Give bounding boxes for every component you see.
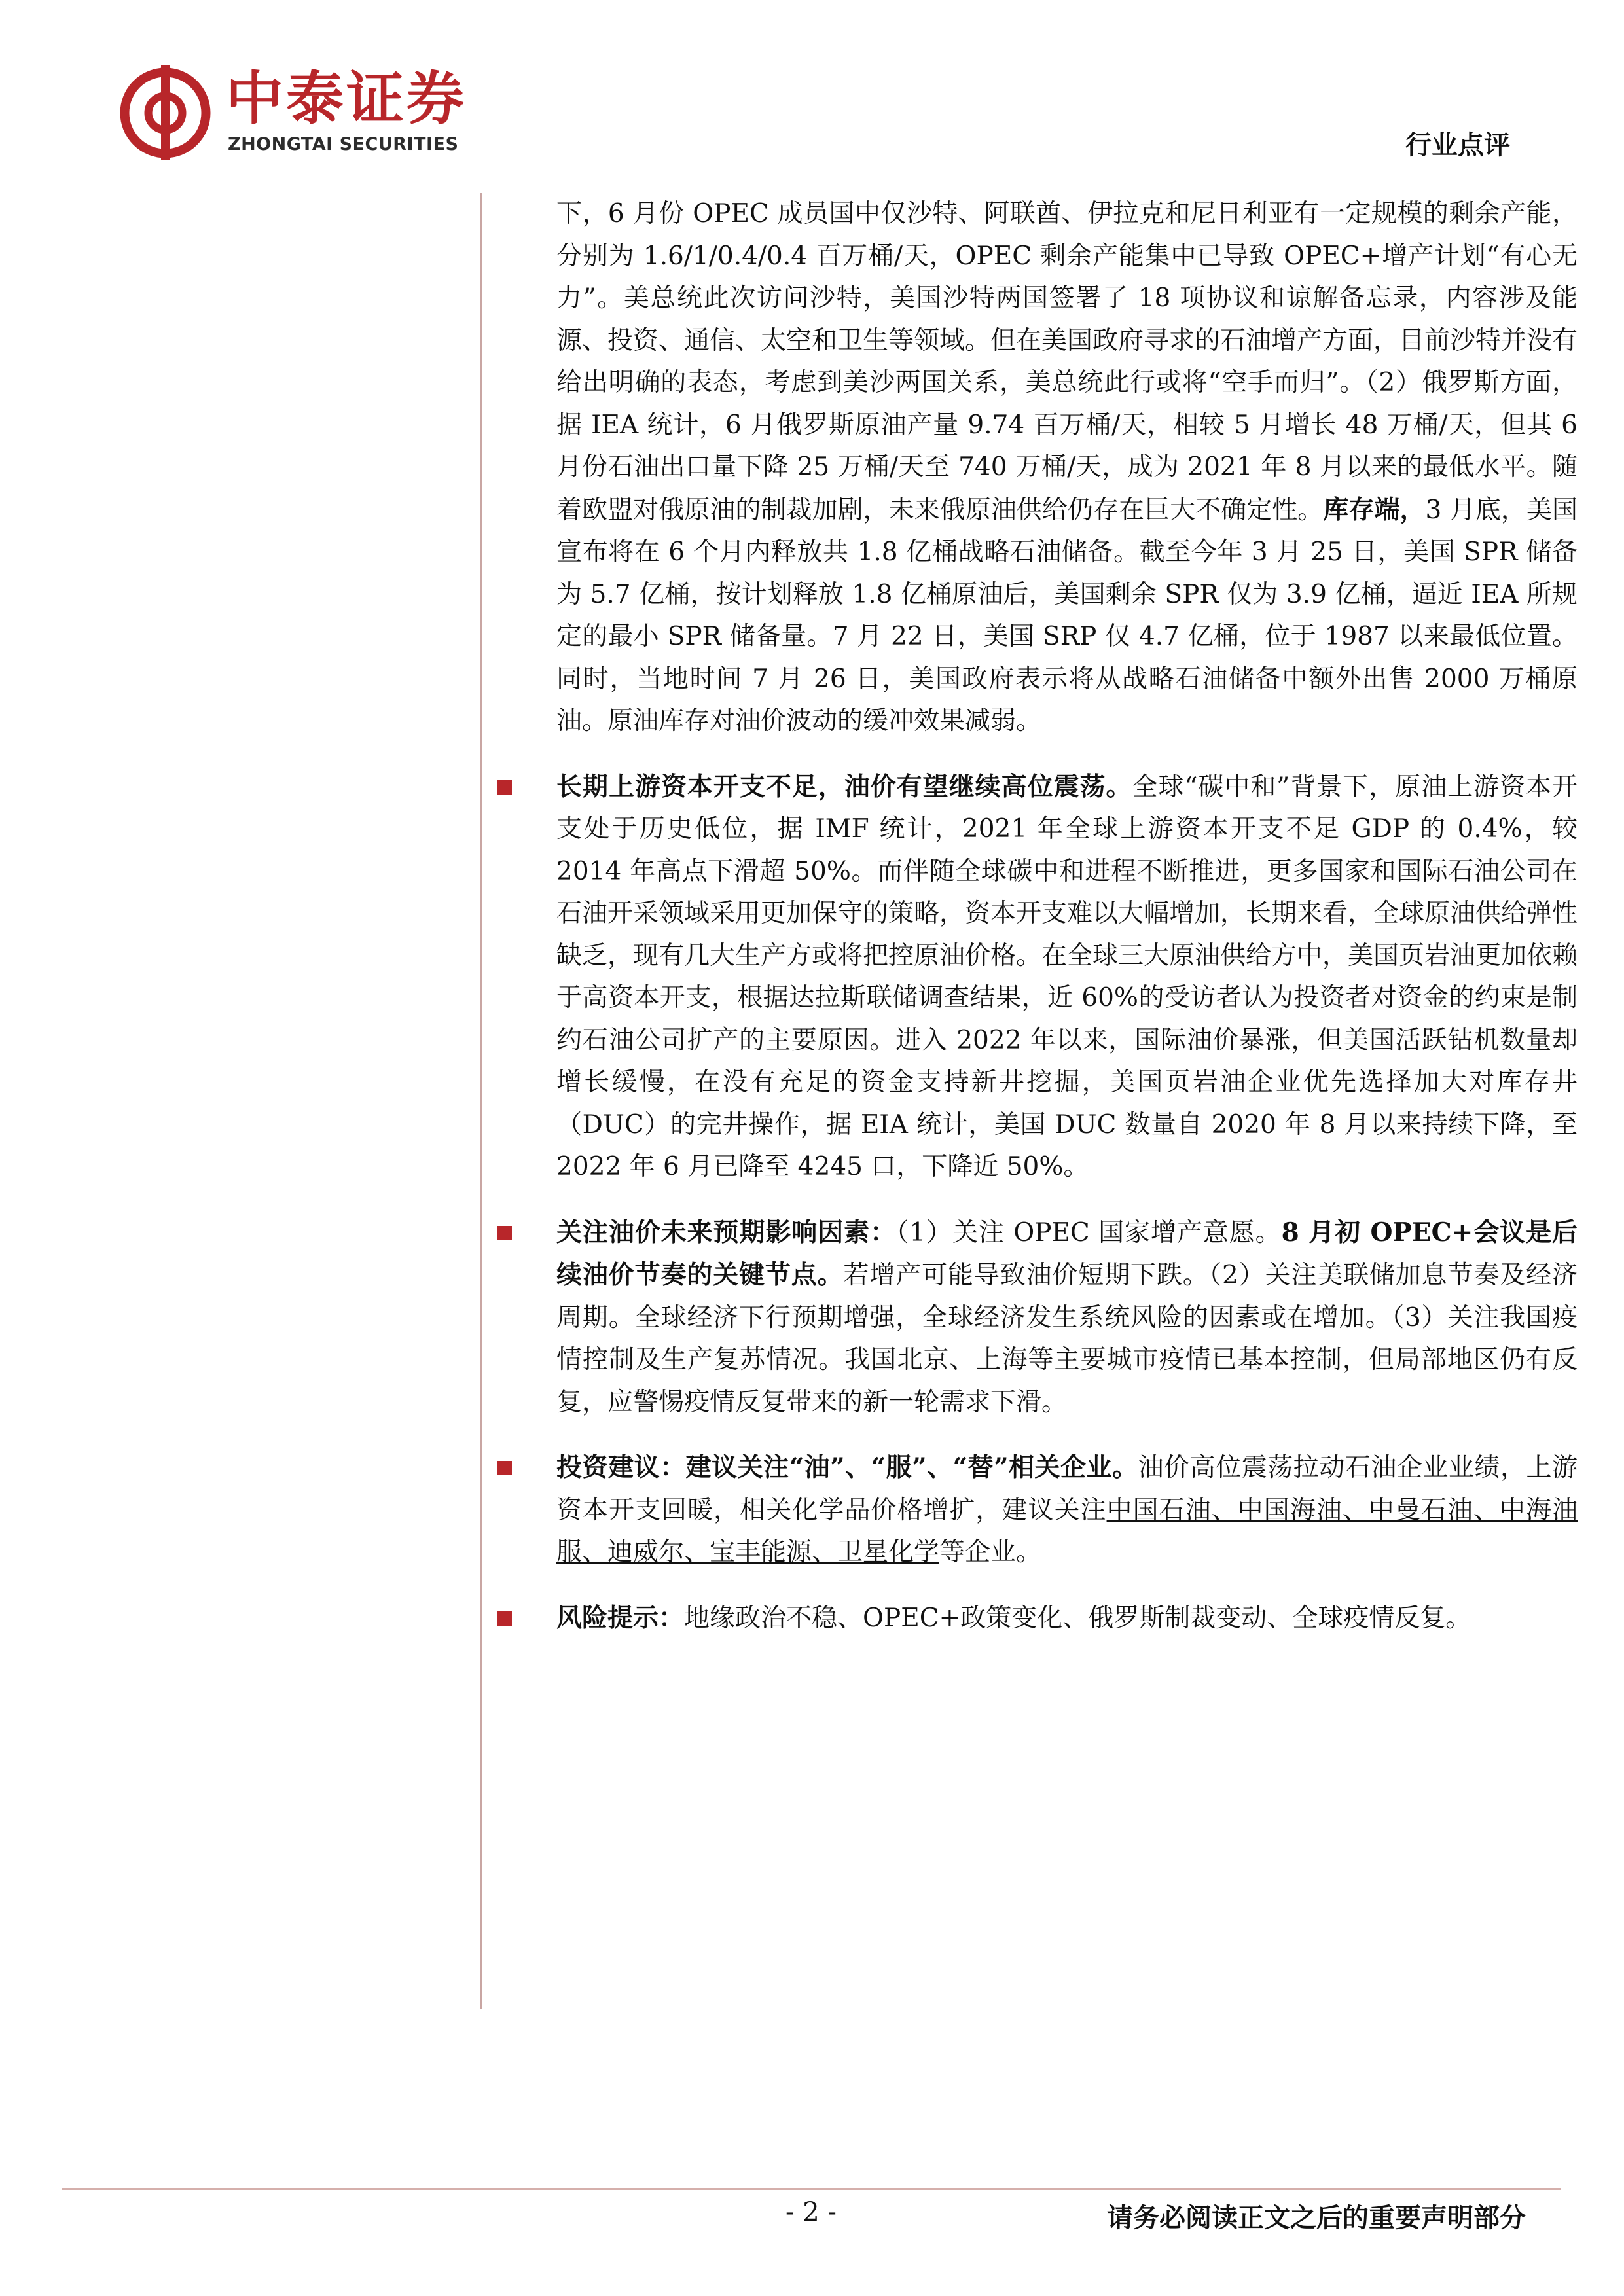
- paragraph-text: 下，6 月份 OPEC 成员国中仅沙特、阿联酋、伊拉克和尼日利亚有一定规模的剩余产能，分别为 1.6/1/0.4/0.4 百万桶/天，OPEC 剩余产能集中已导致 OPEC+增产计划“有心无力”。美总统此次访问沙特，美国沙特两国签署了 18 项协议和谅解备忘录，内容涉及能源、投资、通信、太空和卫生等领域。但在美国政府寻求的石油增产方面，目前沙特并没有给出明确的表态，考虑到美沙两国关系，美总统此行或将“空手而归”。（2）俄罗斯方面，据 IEA 统计，6 月俄罗斯原油产量 9.74 百万桶/天，相较 5 月增长 48 万桶/天，但其 6 月份石油出口量下降 25 万桶/天至 740 万桶/天，成为 2021 年 8 月以来的最低水平。随着欧盟对俄原油的制裁加剧，未来俄原油供给仍存在巨大不确定性。: [556, 199, 1578, 525]
- report-type-label: 行业点评: [1405, 130, 1510, 160]
- logo-english-name: ZHONGTAI SECURITIES: [228, 134, 459, 154]
- inventory-heading: 库存端，: [1323, 494, 1426, 525]
- bullet-text: 地缘政治不稳、OPEC+政策变化、俄罗斯制裁变动、全球疫情反复。: [684, 1603, 1471, 1633]
- bullet-square-icon: [497, 1461, 512, 1475]
- bullet-text-tail: 若增产可能导致油价短期下跌。（2）关注美联储加息节奏及经济周期。全球经济下行预期增强，全球经济发生系统风险的因素或在增加。（3）关注我国疫情控制及生产复苏情况。我国北京、上海等主要城市疫情已基本控制，但局部地区仍有反复，应警惕疫情反复带来的新一轮需求下滑。: [556, 1261, 1578, 1417]
- paragraph-text-tail: 3 月底，美国宣布将在 6 个月内释放共 1.8 亿桶战略石油储备。截至今年 3 月 25 日，美国 SPR 储备为 5.7 亿桶，按计划释放 1.8 亿桶原油后，美国剩余 SPR 仅为 3.9 亿桶，逼近 IEA 所规定的最小 SPR 储备量。7 月 22 日，美国 SRP 仅 4.7 亿桶，位于 1987 以来最低位置。同时，当地时间 7 月 26 日，美国政府表示将从战略石油储备中额外出售 2000 万桶原油。原油库存对油价波动的缓冲效果减弱。: [556, 495, 1578, 736]
- bullet-square-icon: [497, 780, 512, 795]
- footer-disclaimer: 请务必阅读正文之后的重要声明部分: [1107, 2203, 1526, 2233]
- bullet-factors: [556, 1211, 1578, 1424]
- bullet-heading: 投资建议：建议关注“油”、“服”、“替”相关企业。: [556, 1452, 1138, 1482]
- bullet-text-tail: 等企业。: [939, 1537, 1042, 1567]
- bullet-text: （1）关注 OPEC 国家增产意愿。: [896, 1217, 1282, 1247]
- bullet-heading: 长期上游资本开支不足，油价有望继续高位震荡。: [556, 771, 1132, 802]
- bullet-capex: [556, 766, 1578, 1189]
- recommended-companies: 中国石油、中国海油、中曼石油、中海油服、迪威尔、宝丰能源、卫星化学: [556, 1495, 1578, 1567]
- zhongtai-logo-icon: [118, 65, 213, 160]
- paragraph-supply-inventory: [556, 193, 1578, 743]
- bullet-square-icon: [497, 1611, 512, 1626]
- bullet-heading: 风险提示：: [556, 1602, 685, 1633]
- bullet-risk: [556, 1597, 1578, 1640]
- bullet-heading: 关注油价未来预期影响因素：: [556, 1217, 896, 1247]
- company-logo: [118, 62, 511, 160]
- bullet-investment: [556, 1446, 1578, 1574]
- sidebar-divider: [480, 193, 482, 2009]
- main-content: [497, 193, 1578, 1640]
- bullet-text: 全球“碳中和”背景下，原油上游资本开支处于历史低位，据 IMF 统计，2021 年全球上游资本开支不足 GDP 的 0.4%，较 2014 年高点下滑超 50%。而伴随全球碳中和进程不断推进，更多国家和国际石油公司在石油开采领域采用更加保守的策略，资本开支难以大幅增加，长期来看，全球原油供给弹性缺乏，现有几大生产方或将把控原油价格。在全球三大原油供给方中，美国页岩油更加依赖于高资本开支，根据达拉斯联储调查结果，近 60%的受访者认为投资者对资金的约束是制约石油公司扩产的主要原因。进入 2022 年以来，国际油价暴涨，但美国活跃钻机数量却增长缓慢，在没有充足的资金支持新井挖掘，美国页岩油企业优先选择加大对库存井（DUC）的完井操作，据 EIA 统计，美国 DUC 数量自 2020 年 8 月以来持续下降，至 2022 年 6 月已降至 4245 口，下降近 50%。: [556, 772, 1578, 1181]
- logo-chinese-name: 中泰证券: [226, 65, 467, 132]
- footer-divider: [62, 2188, 1561, 2190]
- bullet-square-icon: [497, 1226, 512, 1240]
- bullet-text: 油价高位震荡拉动石油企业业绩，上游资本开支回暖，相关化学品价格增扩，建议关注: [556, 1453, 1578, 1525]
- page-number: - 2 -: [785, 2197, 837, 2227]
- bullet-emphasis: 8 月初 OPEC+会议是后续油价节奏的关键节点。: [556, 1217, 1578, 1290]
